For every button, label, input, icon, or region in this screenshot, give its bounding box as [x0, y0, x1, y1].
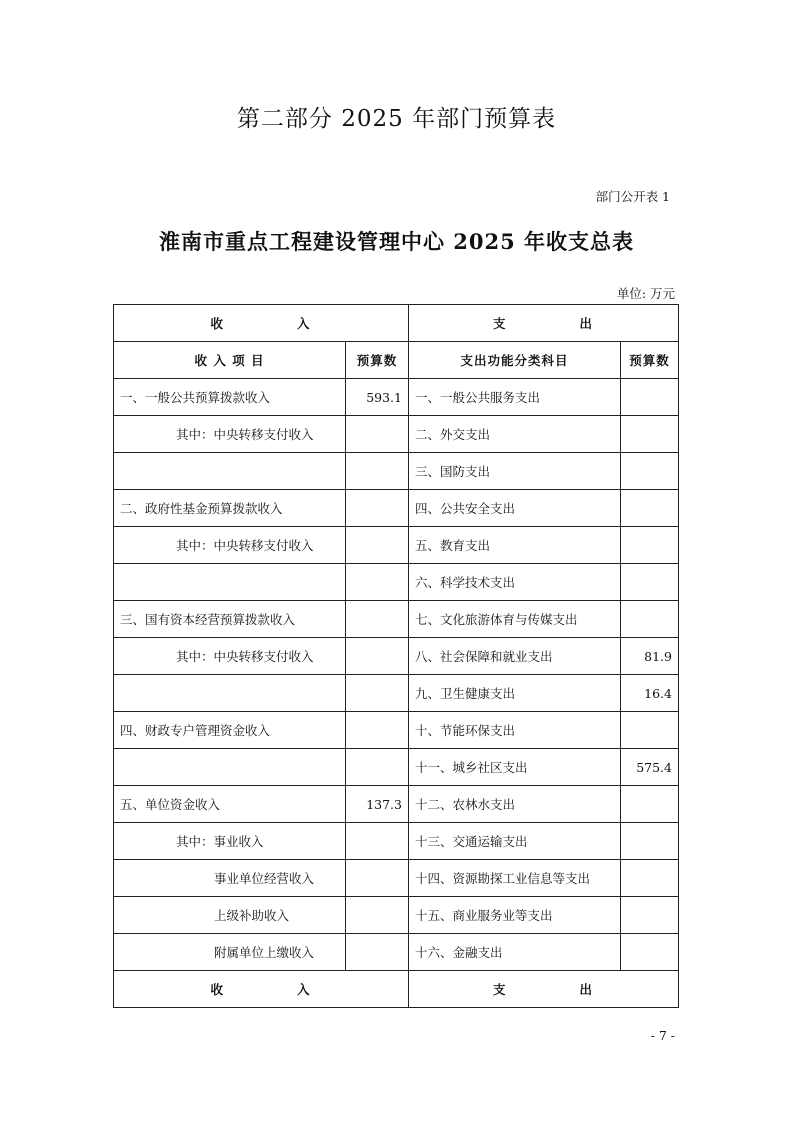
table-row [114, 416, 679, 453]
expense-value-cell [621, 379, 679, 416]
income-value-cell [346, 712, 409, 749]
income-value-cell [346, 453, 409, 490]
table-row [114, 712, 679, 749]
income-value-cell [346, 934, 409, 971]
table-row [114, 601, 679, 638]
income-item-cell: 一、一般公共预算拨款收入 [114, 379, 346, 416]
income-budget-header: 预算数 [346, 342, 409, 379]
income-item-cell [114, 749, 346, 786]
section-header-row [114, 305, 679, 342]
expense-item-cell: 十三、交通运输支出 [409, 823, 621, 860]
expense-value-cell [621, 527, 679, 564]
expense-value-cell [621, 564, 679, 601]
income-value-cell [346, 638, 409, 675]
expense-value-cell [621, 490, 679, 527]
table-row [114, 823, 679, 860]
income-value-cell [346, 823, 409, 860]
table-row [114, 675, 679, 712]
income-item-header: 收 入 项 目 [114, 342, 346, 379]
expense-item-cell: 七、文化旅游体育与传媒支出 [409, 601, 621, 638]
income-section-footer: 收 入 [114, 971, 409, 1008]
table-code: 部门公开表 1 [595, 189, 670, 204]
expense-item-cell: 二、外交支出 [409, 416, 621, 453]
expense-value-cell [621, 860, 679, 897]
income-item-cell: 三、国有资本经营预算拨款收入 [114, 601, 346, 638]
table-row [114, 934, 679, 971]
income-item-cell: 其中：中央转移支付收入 [114, 638, 346, 675]
table-row [114, 860, 679, 897]
column-header-row [114, 342, 679, 379]
income-item-cell: 其中：事业收入 [114, 823, 346, 860]
expense-item-cell: 四、公共安全支出 [409, 490, 621, 527]
income-value-cell [346, 527, 409, 564]
expense-item-cell: 十五、商业服务业等支出 [409, 897, 621, 934]
income-item-cell: 四、财政专户管理资金收入 [114, 712, 346, 749]
income-item-cell: 附属单位上缴收入 [114, 934, 346, 971]
table-row [114, 564, 679, 601]
table-row [114, 379, 679, 416]
table-row [114, 453, 679, 490]
income-value-cell [346, 564, 409, 601]
footer-header-row [114, 971, 679, 1008]
expense-section-footer: 支 出 [409, 971, 679, 1008]
expense-item-header: 支出功能分类科目 [409, 342, 621, 379]
table-row [114, 749, 679, 786]
section-title: 第二部分 2025 年部门预算表 [236, 106, 557, 132]
expense-item-cell: 五、教育支出 [409, 527, 621, 564]
document-title: 淮南市重点工程建设管理中心 2025 年收支总表 [158, 229, 635, 254]
expense-value-cell [621, 897, 679, 934]
income-value-cell [346, 601, 409, 638]
expense-item-cell: 一、一般公共服务支出 [409, 379, 621, 416]
unit-label: 单位: 万元 [616, 286, 675, 301]
expense-value-cell [621, 416, 679, 453]
expense-item-cell: 十二、农林水支出 [409, 786, 621, 823]
table-row [114, 638, 679, 675]
expense-budget-header: 预算数 [621, 342, 679, 379]
income-value-cell [346, 749, 409, 786]
expense-item-cell: 十六、金融支出 [409, 934, 621, 971]
income-item-cell [114, 453, 346, 490]
table-body [114, 379, 679, 971]
table-row [114, 490, 679, 527]
income-item-cell: 五、单位资金收入 [114, 786, 346, 823]
income-item-cell: 二、政府性基金预算拨款收入 [114, 490, 346, 527]
income-value-cell [346, 416, 409, 453]
table-row [114, 897, 679, 934]
income-value-cell [346, 897, 409, 934]
income-value-cell: 593.1 [346, 379, 409, 416]
expense-section-header: 支 出 [409, 305, 679, 342]
income-value-cell [346, 675, 409, 712]
income-item-cell: 其中：中央转移支付收入 [114, 527, 346, 564]
expense-item-cell: 十、节能环保支出 [409, 712, 621, 749]
expense-value-cell: 16.4 [621, 675, 679, 712]
expense-value-cell [621, 712, 679, 749]
income-value-cell [346, 490, 409, 527]
income-item-cell: 事业单位经营收入 [114, 860, 346, 897]
expense-value-cell [621, 823, 679, 860]
income-section-header: 收 入 [114, 305, 409, 342]
page-number: - 7 - [650, 1028, 675, 1043]
expense-item-cell: 六、科学技术支出 [409, 564, 621, 601]
expense-value-cell: 81.9 [621, 638, 679, 675]
expense-item-cell: 十四、资源勘探工业信息等支出 [409, 860, 621, 897]
income-item-cell: 上级补助收入 [114, 897, 346, 934]
income-value-cell: 137.3 [346, 786, 409, 823]
income-item-cell: 其中：中央转移支付收入 [114, 416, 346, 453]
income-value-cell [346, 860, 409, 897]
budget-summary-table [113, 304, 679, 1008]
expense-item-cell: 九、卫生健康支出 [409, 675, 621, 712]
expense-value-cell [621, 601, 679, 638]
table-row [114, 786, 679, 823]
expense-item-cell: 八、社会保障和就业支出 [409, 638, 621, 675]
income-item-cell [114, 675, 346, 712]
expense-value-cell [621, 934, 679, 971]
expense-item-cell: 十一、城乡社区支出 [409, 749, 621, 786]
expense-value-cell: 575.4 [621, 749, 679, 786]
expense-value-cell [621, 786, 679, 823]
income-item-cell [114, 564, 346, 601]
expense-value-cell [621, 453, 679, 490]
expense-item-cell: 三、国防支出 [409, 453, 621, 490]
table-row [114, 527, 679, 564]
